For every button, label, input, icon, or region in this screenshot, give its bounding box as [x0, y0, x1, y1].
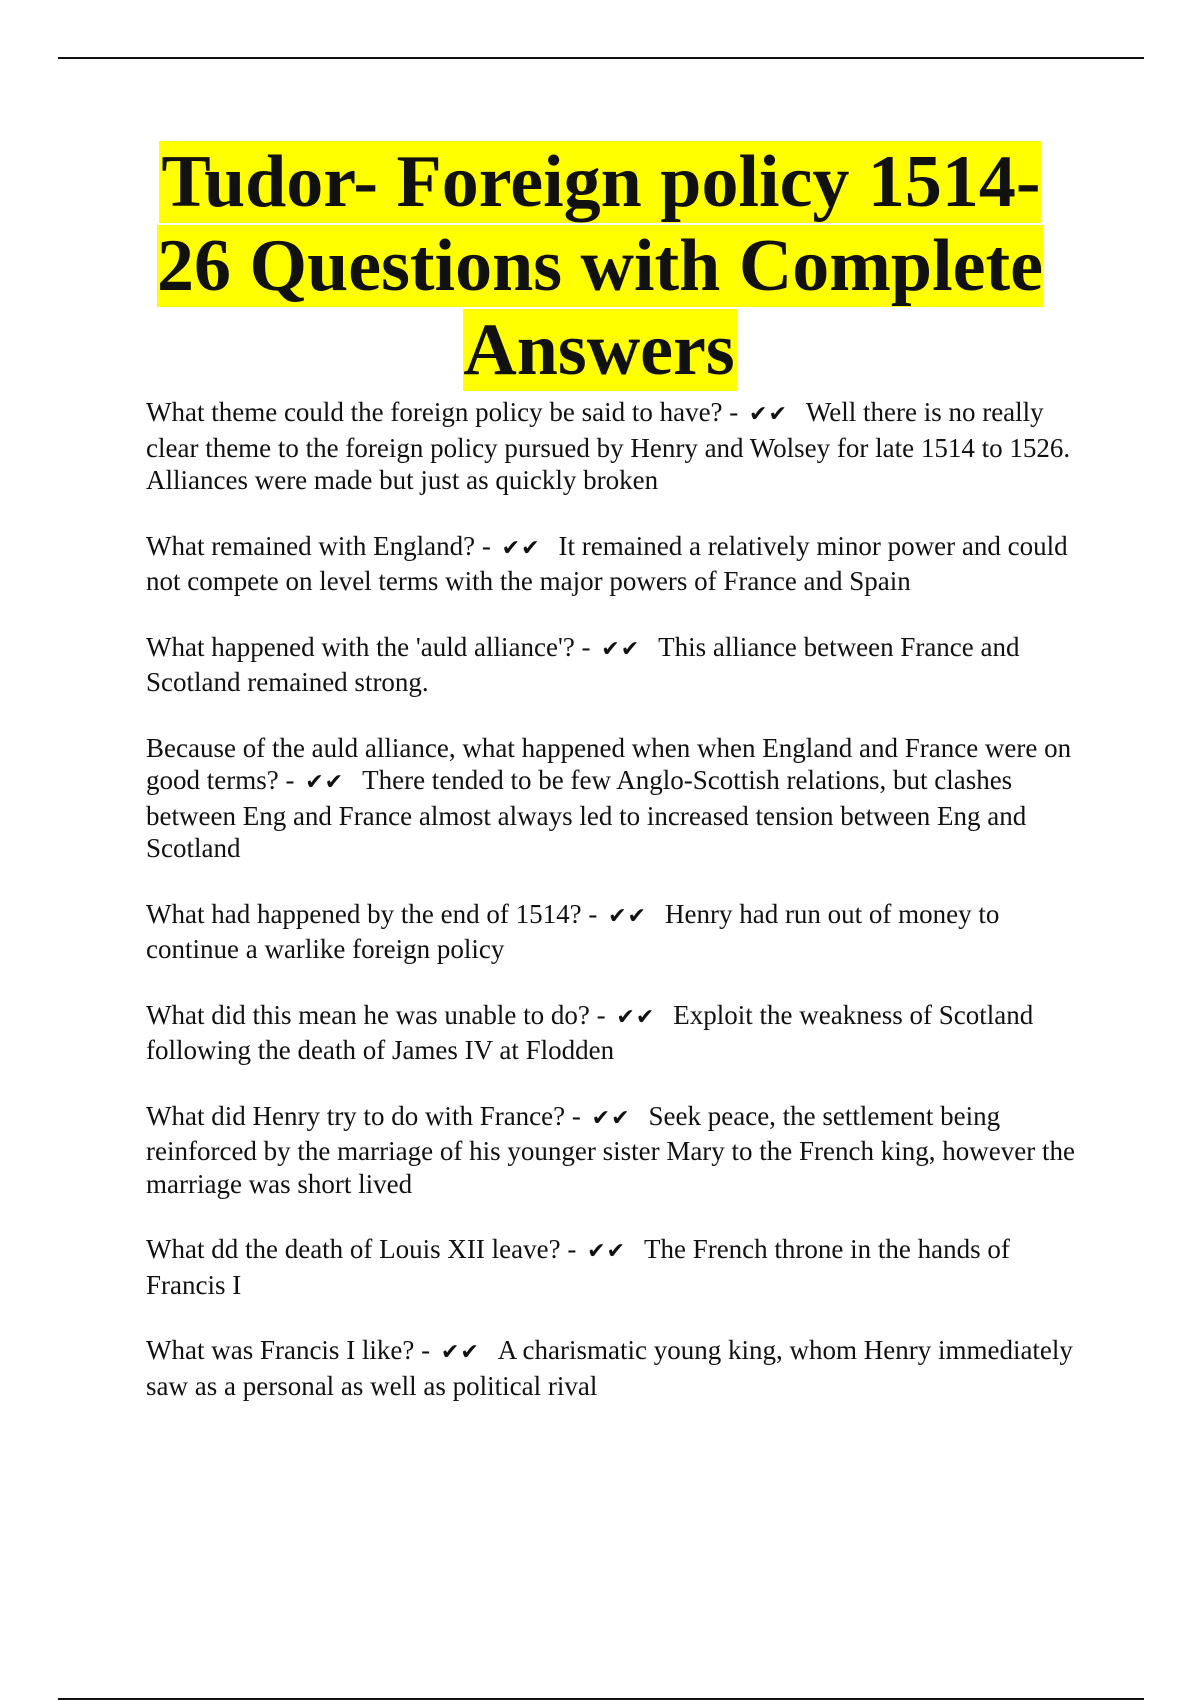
qa-item	[146, 1233, 1096, 1301]
separator: -	[565, 1100, 588, 1131]
answer: This alliance between France and Scotland remained strong.	[146, 631, 1020, 697]
answer: It remained a relatively minor power and could not compete on level terms with the major powers of France and Spain	[146, 530, 1068, 596]
answer: Seek peace, the settlement being reinforced by the marriage of his younger sister Mary to the French king, however the marriage was short lived	[146, 1100, 1075, 1199]
question: What had happened by the end of 1514?	[146, 898, 582, 929]
qa-item	[146, 898, 1096, 966]
qa-item	[146, 999, 1096, 1067]
separator: -	[589, 999, 613, 1030]
question: What did this mean he was unable to do?	[146, 999, 590, 1030]
double-check-icon: ✔✔	[501, 535, 541, 561]
qa-item	[146, 1100, 1096, 1201]
separator: -	[475, 530, 498, 561]
separator: -	[414, 1335, 437, 1365]
question: What remained with England?	[146, 530, 476, 561]
double-check-icon: ✔✔	[749, 402, 788, 427]
document-title	[140, 140, 1060, 392]
double-check-icon: ✔✔	[608, 903, 647, 929]
qa-item	[146, 732, 1096, 865]
question: What dd the death of Louis XII leave?	[146, 1234, 561, 1264]
separator: -	[722, 397, 746, 427]
answer: Well there is no really clear theme to the foreign policy pursued by Henry and Wolsey for late 1514 to 1526. Alliances were made but just as quickly broken	[146, 397, 1071, 495]
qa-item	[146, 530, 1096, 598]
double-check-icon: ✔✔	[305, 770, 345, 795]
separator: -	[278, 765, 302, 795]
qa-list	[146, 396, 1096, 1435]
answer: The French throne in the hands of Francis I	[146, 1234, 1010, 1300]
question: What theme could the foreign policy be said to have?	[146, 397, 723, 427]
question: What did Henry try to do with France?	[146, 1100, 566, 1131]
qa-item	[146, 1334, 1096, 1402]
title-text: Tudor- Foreign policy 1514-26 Questions with Complete Answers	[157, 141, 1043, 391]
separator: -	[560, 1234, 584, 1264]
answer: Henry had run out of money to continue a warlike foreign policy	[146, 898, 1000, 964]
qa-item	[146, 631, 1096, 699]
double-check-icon: ✔✔	[440, 1340, 480, 1365]
double-check-icon: ✔✔	[601, 636, 641, 662]
question: Because of the auld alliance, what happened when when England and France were on good terms?	[146, 732, 1072, 795]
answer: A charismatic young king, whom Henry immediately saw as a personal as well as political rival	[146, 1335, 1073, 1401]
double-check-icon: ✔✔	[587, 1239, 626, 1264]
double-check-icon: ✔✔	[591, 1105, 631, 1131]
top-rule	[58, 57, 1144, 59]
separator: -	[581, 898, 605, 929]
double-check-icon: ✔✔	[616, 1004, 656, 1030]
question: What was Francis I like?	[146, 1335, 415, 1365]
question: What happened with the 'auld alliance'?	[146, 631, 575, 662]
answer: Exploit the weakness of Scotland following the death of James IV at Flodden	[146, 999, 1034, 1065]
qa-item	[146, 396, 1096, 497]
separator: -	[574, 631, 598, 662]
answer: There tended to be few Anglo-Scottish relations, but clashes between Eng and France almost always led to increased tension between Eng and Scotland	[146, 765, 1027, 863]
